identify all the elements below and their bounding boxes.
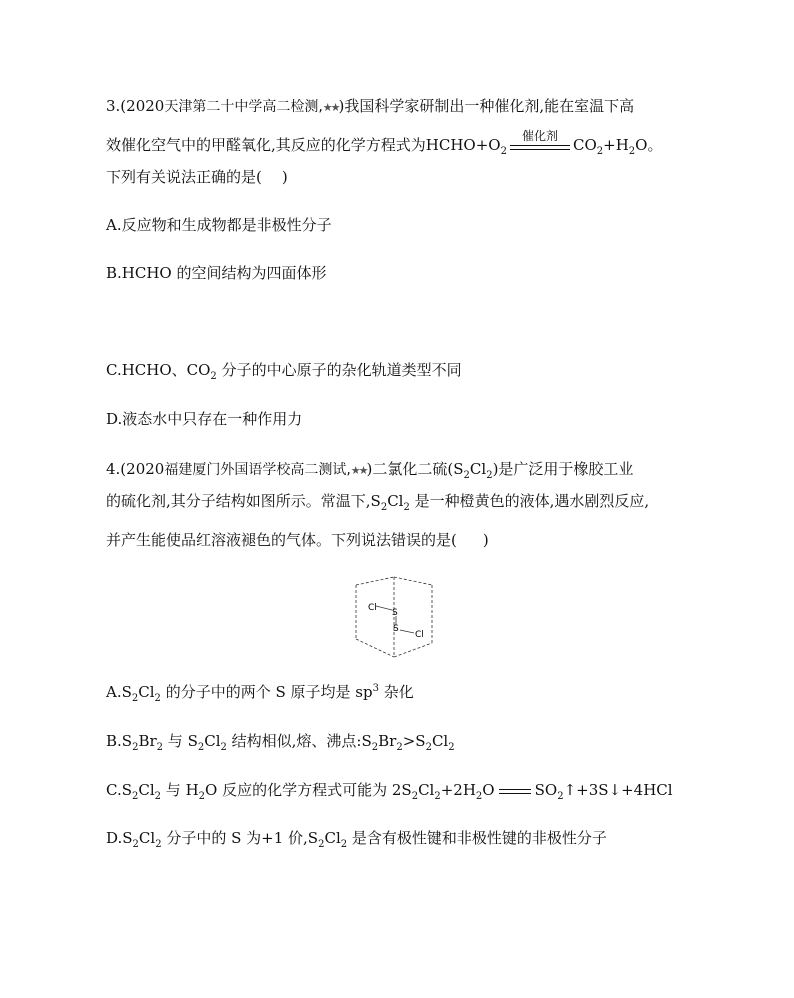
q3-option-d: D.液态水中只存在一种作用力 [106, 410, 303, 428]
equation-right: $CO_2+H_2O$。 [572, 136, 663, 157]
atom-cl-bottom: Cl [415, 630, 424, 640]
catalyst-condition: 催化剂 [521, 129, 558, 143]
q4-option-c: $C.S_2Cl_2$ 与 $H_2O$ 反应的化学方程式可能为 $2S_2Cl_2+2H_2O$ $SO_2↑+3S↓+4HCl$ [106, 781, 673, 802]
q3-number: 3.(2020 [106, 97, 165, 115]
atom-s-bottom: S [393, 624, 399, 634]
equals-sign [499, 789, 531, 794]
q3-source: 天津第二十中学高二检测, [164, 99, 323, 115]
atom-s-top: S [392, 608, 398, 618]
q4-option-b: $B.S_2Br_2$ 与 $S_2Cl_2$ 结构相似,熔、沸点$:S_2Br_2>S_2Cl_2$ [106, 732, 455, 753]
q4-stem-line-3: 并产生能使品红溶液褪色的气体。下列说法错误的是( ) [106, 531, 489, 549]
q4-number: 4.(2020 [106, 460, 165, 478]
q3-stem-line-3: 下列有关说法正确的是( ) [106, 168, 288, 186]
q3-option-a: A.反应物和生成物都是非极性分子 [106, 216, 332, 234]
equation-left: $HCHO+O_2$ [425, 136, 507, 157]
q3-stem-text: 我国科学家研制出一种催化剂,能在室温下高 [344, 97, 635, 115]
atom-cl-top: Cl [368, 603, 377, 613]
q3-option-b: B.HCHO 的空间结构为四面体形 [106, 264, 327, 282]
q4-option-a: $A.S_2Cl_2$ 的分子中的两个 S 原子均是 $sp^3$ 杂化 [106, 683, 414, 704]
s2cl2-structure-figure [354, 575, 434, 659]
difficulty-star-icon: ★★ [350, 464, 367, 477]
q3-stem-line-1: 3.(2020天津第二十中学高二检测,★★)我国科学家研制出一种催化剂,能在室温下高 [106, 97, 635, 115]
q3-stem-line-2: 效催化空气中的甲醛氧化,其反应的化学方程式为$HCHO+O_2$ 催化剂 $CO_2+H_2O$。 [106, 134, 662, 157]
q3-option-c: C.HCHO、$CO_2$ 分子的中心原子的杂化轨道类型不同 [106, 361, 462, 382]
catalyst-equals-sign [510, 129, 570, 157]
q4-stem-line-2: 的硫化剂,其分子结构如图所示。常温下$,S_2Cl_2$ 是一种橙黄色的液体,遇水剧烈反应, [106, 492, 650, 513]
difficulty-star-icon: ★★ [322, 101, 339, 114]
q4-source: 福建厦门外国语学校高二测试, [164, 462, 351, 478]
q4-stem-line-1: 4.(2020福建厦门外国语学校高二测试,★★)二氯化二硫$(S_2Cl_2)$是广泛用于橡胶工业 [106, 460, 634, 481]
q4-option-d: $D.S_2Cl_2$ 分子中的 S 为+1 价$,S_2Cl_2$ 是含有极性键和非极性键的非极性分子 [106, 829, 607, 850]
